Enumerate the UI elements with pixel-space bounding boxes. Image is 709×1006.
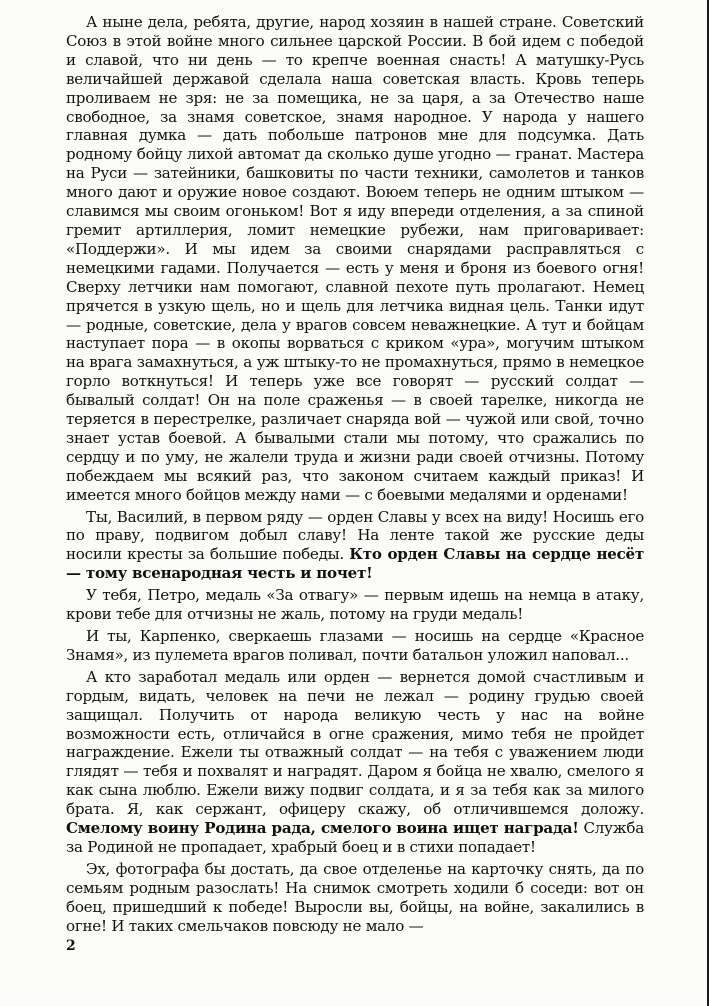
paragraph-text: А кто заработал медаль или орден — вернется домой счастливым и гордым, видать, человек на печи не лежал — родину грудью своей защищал. Получить от народа великую честь у нас на войне возможности есть, отличайся в огне сражения, мимо тебя не пройдет награждение. Ежели ты отважный солдат — на тебя с уважением люди глядят — тебя и похвалят и наградят. Даром я бойца не хвалю, смелого я как сына люблю. Ежели вижу подвиг солдата, и я за тебя как за милого брата. Я, как сержант, офицеру скажу, об отличившемся доложу. (66, 667, 644, 819)
paragraph-text: А ныне дела, ребята, другие, народ хозяин в нашей стране. Советский Союз в этой войне много сильнее царской России. В бой идем с победой и славой, что ни день — то крепче военная снасть! А матушку-Русь величайшей державой сделала наша советская власть. Кровь теперь проливаем не зря: не за помещика, не за царя, а за Отечество наше свободное, за знамя советское, знамя народное. У народа у нашего главная думка — дать побольше патронов мне для подсумка. Дать родному бойцу лихой автомат да сколько душе угодно — гранат. Мастера на Руси — затейники, башковиты по части техники, самолетов и танков много дают и оружие новое создают. Воюем теперь не одним штыком — славимся мы своим огоньком! Вот я иду впереди отделения, а за спиной гремит артиллерия, ломит немецкие рубежи, нам приговаривает: «Поддержи». И мы идем за своими снарядами расправляться с немецкими гадами. Получается — есть у меня и броня из боевого огня! Сверху летчики нам помогают, славной пехоте путь пролагают. Немец прячется в узкую щель, но и щель для летчика видная цель. Танки идут — родные, советские, дела у врагов совсем неважнецкие. А тут и бойцам наступает пора — в окопы ворваться с криком «ура», могучим штыком на врага замахнуться, а уж штыку-то не промахнуться, прямо в немецкое горло воткнуться! И теперь уже все говорят — русский солдат — бывалый солдат! Он на поле сраженья — в своей тарелке, никогда не теряется в перестрелке, различает снаряда вой — чужой или свой, точно знает устав боевой. А бывалыми стали мы потому, что сражались по сердцу и по уму, не жалели труда и жизни ради своей отчизны. Потому побеждаем мы всякий раз, что законом считаем каждый приказ! И имеется много бойцов между нами — с боевыми медалями и орденами! (66, 13, 644, 504)
paragraph (66, 13, 644, 505)
paragraph-text: И ты, Карпенко, сверкаешь глазами — носишь на сердце «Красное Знамя», из пулемета врагов поливал, почти батальон уложил наповал... (66, 627, 644, 664)
paragraph (66, 586, 644, 624)
paragraph (66, 860, 644, 936)
paragraph-text: Эх, фотографа бы достать, да свое отделенье на карточку снять, да по семьям родным разослать! На снимок смотреть ходили б соседи: вот он боец, пришедший к победе! Выросли вы, бойцы, на войне, закалились в огне! И таких смельчаков повсюду не мало — (66, 859, 644, 935)
paragraph (66, 627, 644, 665)
paragraph-text-after: Служба за Родиной не пропадает, храбрый боец и в стихи попадает! (66, 819, 644, 856)
page-number: 2 (66, 938, 76, 954)
paragraph (66, 668, 644, 857)
paragraph-bold-text: Смелому воину Родина рада, смелого воина ищет награда! (66, 819, 579, 838)
paragraph-bold-text: Кто орден Славы на сердце несёт — тому всенародная честь и почет! (66, 545, 644, 583)
paragraph-text: Ты, Василий, в первом ряду — орден Славы у всех на виду! Носишь его по праву, подвигом добыл славу! На ленте такой же русские деды носили кресты за большие победы. (66, 507, 644, 564)
body-text (66, 13, 644, 936)
paragraph (66, 508, 644, 584)
paragraph-text: У тебя, Петро, медаль «За отвагу» — первым идешь на немца в атаку, крови тебе для отчизны не жаль, потому на груди медаль! (66, 586, 644, 624)
